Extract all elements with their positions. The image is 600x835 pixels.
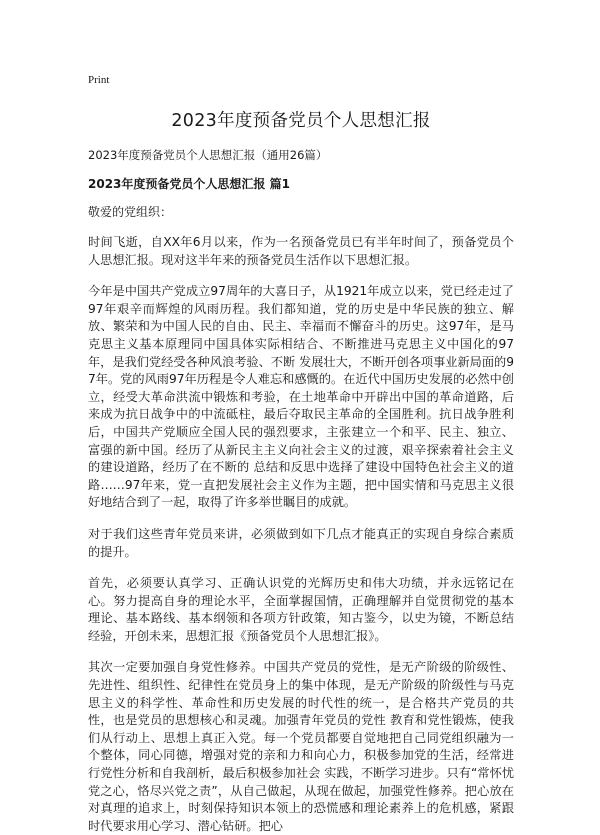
salutation: 敬爱的党组织： (88, 205, 173, 219)
page-title: 2023年度预备党员个人思想汇报 (171, 111, 431, 131)
section-heading: 2023年度预备党员个人思想汇报 篇1 (88, 177, 290, 191)
paragraph-3: 对于我们这些青年党员来讲，必须做到如下几点才能真正的实现自身综合素质的提升。 (88, 526, 514, 559)
paragraph-4: 首先，必须要认真学习、正确认识党的光辉历史和伟大功绩，并永远铭记在心。努力提高自身的理论水平，全面掌握国情，正确理解并自觉贯彻党的基本理论、基本路线、基本纲领和各项方针政策，知古鉴今，以史为镜，不断总结 经验，开创未来，思想汇报《预备党员个人思想汇报》。 (88, 576, 514, 643)
paragraph-1: 时间飞逝，自XX年6月以来，作为一名预备党员已有半年时间了，预备党员个人思想汇报。现对这半年来的预备党员生活作以下思想汇报。 (88, 235, 514, 267)
document-subtitle: 2023年度预备党员个人思想汇报（通用26篇） (88, 148, 328, 162)
paragraph-2: 今年是中国共产党成立97周年的大喜日子，从1921年成立以来，党已经走过了97年艰辛而辉煌的风雨历程。我们都知道，党的历史是中华民族的独立、解放、繁荣和为中国人民的自由、民主、幸福而不懈奋斗的历史。这97年，是马克思主义基本原理同中国具体实际相结合、不断推进马克思主义中国化的97年，是我们党经受各种风浪考验、不断 发展壮大，不断开创各项事业新局面的97年。党的风雨97年历程是令人难忘和感慨的。在近代中国历史发展的必然中创立，经受大革命洪流中锻炼和考验，在土地革命中开辟出中国的革命道路，后来成为抗日战争中的中流砥柱，最后夺取民主革命的全国胜利。抗日战争胜利后，中国共产党顺应全国人民的强烈要求，主张建立一个和平、民主、独立、富强的新中国。经历了从新民主主义向社会主义的过渡，艰辛探索着社会主义的建设道路，经历了在不断的 总结和反思中选择了建设中国特色社会主义的道路……97年来，党一直把发展社会主义作为主题，把中国实情和马克思主义很好地结合到了一起，取得了许多举世瞩目的成就。 (88, 284, 515, 510)
print-label: Print (88, 74, 110, 86)
paragraph-5: 其次一定要加强自身党性修养。中国共产党员的党性，是无产阶级的阶级性、先进性、组织性、纪律性在党员身上的集中体现，是无产阶级的阶级性与马克思主义的科学性、革命性和历史发展的时代性的统一，是合格共产党员的共性，也是党员的思想核心和灵魂。加强青年党员的党性 教育和党性锻炼，使我们从行动上、思想上真正入党。每一个党员都要自觉地把自己同党组织融为一个整体，同心同德，增强对党的亲和力和向心力，积极参加党的生活，经常进行党性分析和自我剖析，最后积极参加社会 实践，不断学习进步。只有“常怀忧党之心，恪尽兴党之责”，从自己做起，从现在做起，加强党性修养。把心放在对真理的追求上，时刻保持知识本领上的恐慌感和理论素养上的危机感，紧跟时代要求用心学习、潜心钻研。把心 (88, 660, 514, 833)
